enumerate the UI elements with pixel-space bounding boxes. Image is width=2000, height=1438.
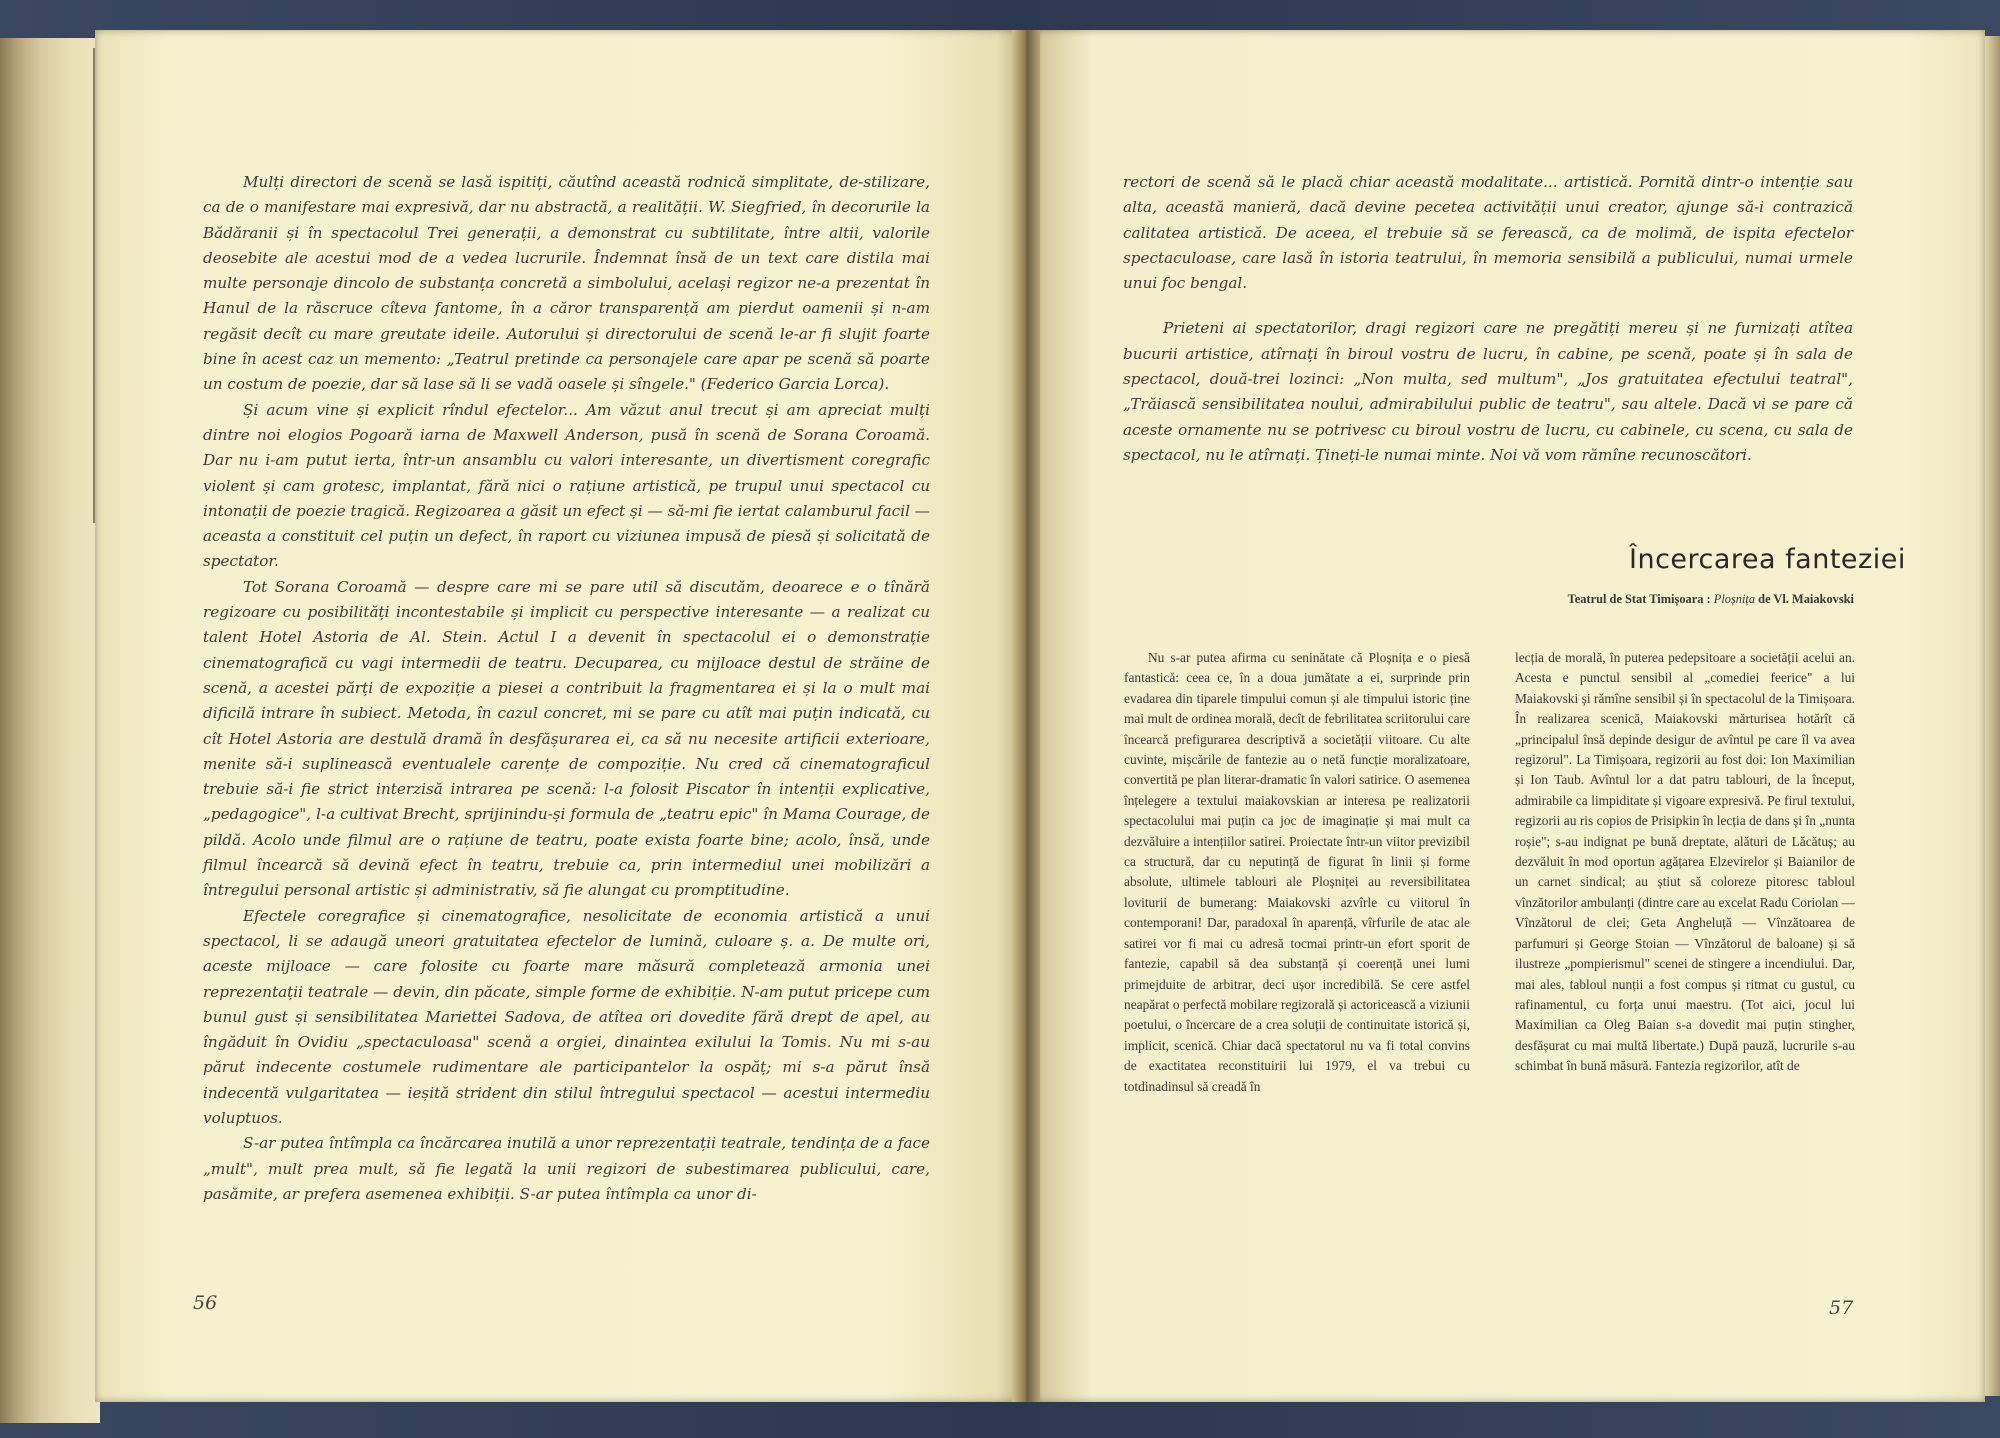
article-column-2 <box>1515 648 1855 1077</box>
paragraph: Mulți directori de scenă se lasă ispitiți, căutînd această rodnică simplitate, de-stilizare, ca de o manifestare mai expresivă, dar nu abstractă, a realității. W. Siegfried, în decorurile la Bădăranii și în spectacolul Trei generații, a demonstrat cu subtilitate, între altii, valorile deosebite ale acestui mod de a vedea lucrurile. Îndemnat însă de un text care distila mai multe personaje dincolo de substanța concretă a simbolului, același regizor ne-a prezentat în Hanul de la răscruce cîteva fantome, în a căror transparență am pierdut oamenii și n-am regăsit decît cu mare greutate ideile. Autorului și directorului de scenă le-ar fi slujit foarte bine în acest caz un memento: „Teatrul pretinde ca personajele care apar pe scenă să poarte un costum de poezie, dar să lase să li se vadă oasele și sîngele." (Federico Garcia Lorca). <box>203 173 930 394</box>
article-column-1 <box>1124 648 1470 1097</box>
book-page-edges-right <box>1985 36 2000 1396</box>
right-page-text <box>1123 170 1853 468</box>
book-page-edges-left <box>0 38 100 1423</box>
paragraph: lecția de morală, în puterea pedepsitoare a societății acelui an. Acesta e punctul sensibil al „comediei feerice" a lui Maiakovski și rămîne sensibil și în spectacolul de la Timișoara. În realizarea scenică, Maiakovski mărturisea hotărît că „principalul însă depinde desigur de avîntul pe care îl va avea regizorul". La Timișoara, regizorii au fost doi: Ion Maximilian și Ion Taub. Avîntul lor a dat patru tablouri, de la început, admirabile ca limpiditate și vigoare expresivă. Pe firul textului, regizorii au ris copios de Prisipkin în lecția de dans și în „nunta roșie"; s-au indignat pe bună dreptate, alături de Lăcătuș; au dezvăluit în mod oportun agățarea Elzevirelor și Baianilor de un carnet sindical; au știut să coloreze pitoresc tabloul vînzătorilor ambulanți (dintre care au excelat Radu Coriolan — Vînzătorul de clei; Geta Angheluță — Vînzătoarea de parfumuri și George Stoian — Vînzătorul de baloane) și să ilustreze „pompierismul" scenei de stingere a incendiului. Dar, mai ales, tabloul nunții a fost compus și ritmat cu gustul, cu rafinamentul, cu forța unui maestru. (Tot aici, jocul lui Maximilian ca Oleg Baian s-a dovedit mai puțin stingher, desfășurat cu mai multă libertate.) După pauză, lucrurile s-au schimbat în bună măsură. Fantezia regizorilor, atît de <box>1515 650 1855 1074</box>
left-page-text <box>203 170 930 1207</box>
paragraph: Efectele coregrafice și cinematografice, nesolicitate de economia artistică a unui spectacol, li se adaugă uneori gratuitatea efectelor de lumină, culoare ș. a. De multe ori, aceste mijloace — care folosite cu foarte mare măsură completează armonia unei reprezentații teatrale — devin, din păcate, simple forme de exhibiție. N-am putut pricepe cum bunul gust și sensibilitatea Mariettei Sadova, de atîtea ori dovedite fără drept de apel, au îngăduit în Ovidiu „spectaculoasa" scenă a orgiei, dinaintea exilului la Tomis. Nu mi s-au părut indecente costumele rudimentare ale participantelor la ospăț; mi s-a părut însă indecentă vulgaritatea — ieșită strident din stilul întregului spectacol — acestui intermediu voluptuos. <box>203 906 930 1127</box>
paragraph: S-ar putea întîmpla ca încărcarea inutilă a unor reprezentații teatrale, tendința de a face „mult", mult prea mult, să fie legată la unii regizori de subestimarea publicului, care, pasămite, ar prefera asemenea exhibiții. S-ar putea întîmpla ca unor di- <box>203 1134 930 1203</box>
subtitle-theatre: Teatrul de Stat Timișoara : <box>1567 592 1711 606</box>
paragraph: rectori de scenă să le placă chiar această modalitate... artistică. Pornită dintr-o intenție sau alta, această manieră, dacă devine pecetea activității unui creator, ajunge să-i contrazică calitatea artistică. De aceea, el trebuie să se ferească, ca de molimă, de ispita efectelor spectaculoase, care lasă în istoria teatrului, în memoria sensibilă a publicului, numai urmele unui foc bengal. <box>1123 173 1853 293</box>
paragraph: Nu s-ar putea afirma cu seninătate că Ploșnița e o piesă fantastică: ceea ce, în a doua jumătate a ei, surprinde prin evadarea din tiparele timpului comun și ale timpului istoric ține mai mult de ordinea morală, decît de febrilitatea scriitorului care încearcă prefigurarea descriptivă a societății viitoare. Cu alte cuvinte, mișcările de fantezie au o netă funcție moralizatoare, convertită pe plan literar-dramatic în valori satirice. O asemenea înțelegere a textului maiakovskian ar interesa pe realizatorii spectacolului mai puțin ca joc de imaginație și mai mult ca dezvăluire a intențiilor satirei. Proiectate într-un viitor previzibil ca structură, dar cu neputință de figurat în linii și forme absolute, ultimele tablouri ale Ploșniței au reversibilitatea loviturii de bumerang: Maiakovski azvîrle cu viitorul în contemporani! Dar, paradoxal în aparență, vîrfurile de atac ale satirei vor fi mai cu adresă tocmai printr-un efort sporit de fantezie, capabil să dea substanță și coerență unei lumi primejduite de arbitrar, deci ușor incredibilă. Se cere astfel neapărat o perfectă mobilare regizorală și actoricească a viziunii poetului, o încercare de a crea soluții de continuitate istorică și, implicit, scenică. Chiar dacă spectatorul nu va fi total convins de exactitatea reconstituirii lui 1979, el va trebui cu totdinadinsul să creadă în <box>1124 650 1470 1094</box>
article-subtitle <box>1568 592 1854 607</box>
subtitle-author: de Vl. Maiakovski <box>1758 592 1854 606</box>
book-gutter <box>1012 30 1040 1402</box>
margin-rule <box>93 48 95 523</box>
paragraph: Tot Sorana Coroamă — despre care mi se pare util să discutăm, deoarece e o tînără regizoare cu posibilități incontestabile și implicit cu perspective interesante — a realizat cu talent Hotel Astoria de Al. Stein. Actul I a devenit în spectacolul ei o demonstrație cinematografică cu vagi intermedii de teatru. Decuparea, cu mijloace destul de străine de scenă, a acestei părți de expoziție a piesei a contribuit la fragmentarea ei și la o mult mai dificilă intrare în subiect. Metoda, în cazul concret, mi se pare cu atît mai puțin indicată, cu cît Hotel Astoria are destulă dramă în desfășurarea ei, ca să nu necesite artificii exterioare, menite să-i suplinească eventualele carențe de compoziție. Nu cred că cinematograficul trebuie să-i fie strict interzisă intrarea pe scenă: l-a folosit Piscator în intenții explicative, „pedagogice", l-a cultivat Brecht, sprijinindu-și formula de „teatru epic" în Mama Courage, de pildă. Acolo unde filmul are o rațiune de teatru, poate exista foarte bine; acolo, însă, unde filmul încearcă să devină efect în teatru, trebuie ca, prin intermediul unei mobilizări a întregului personal artistic și administrativ, să fie alungat cu promptitudine. <box>203 577 930 900</box>
paragraph: Prieteni ai spectatorilor, dragi regizori care ne pregătiți mereu și ne furnizați atîtea bucurii artistice, atîrnați în biroul vostru de lucru, în cabine, pe scenă, poate și în sala de spectacol, două-trei lozinci: „Non multa, sed multum", „Jos gratuitatea efectului teatral", „Trăiască sensibilitatea noului, admirabilului public de teatru", sau altele. Dacă vi se pare că aceste ornamente nu se potrivesc cu biroul vostru de lucru, cu cabinele, cu scena, cu sala de spectacol, nu le atîrnați. Țineți-le numai minte. Noi vă vom rămîne recunoscători. <box>1123 319 1853 464</box>
article-title: Încercarea fanteziei <box>1629 544 1906 575</box>
page-number-left: 56 <box>193 1292 218 1314</box>
paragraph: Și acum vine și explicit rîndul efectelor... Am văzut anul trecut și am apreciat mulți dintre noi elogios Pogoară iarna de Maxwell Anderson, pusă în scenă de Sorana Coroamă. Dar nu i-am putut ierta, într-un ansamblu cu valori interesante, un divertisment coregrafic violent și cam grotesc, implantat, fără nici o rațiune artistică, pe trupul unui spectacol cu intonații de poezie tragică. Regizoarea a găsit un efect și — să-mi fie iertat calamburul facil — aceasta a constituit cel puțin un defect, în raport cu viziunea impusă de piesă și solicitată de spectator. <box>203 400 930 571</box>
subtitle-play: Ploșnița <box>1713 592 1756 606</box>
page-number-right: 57 <box>1829 1297 1854 1319</box>
